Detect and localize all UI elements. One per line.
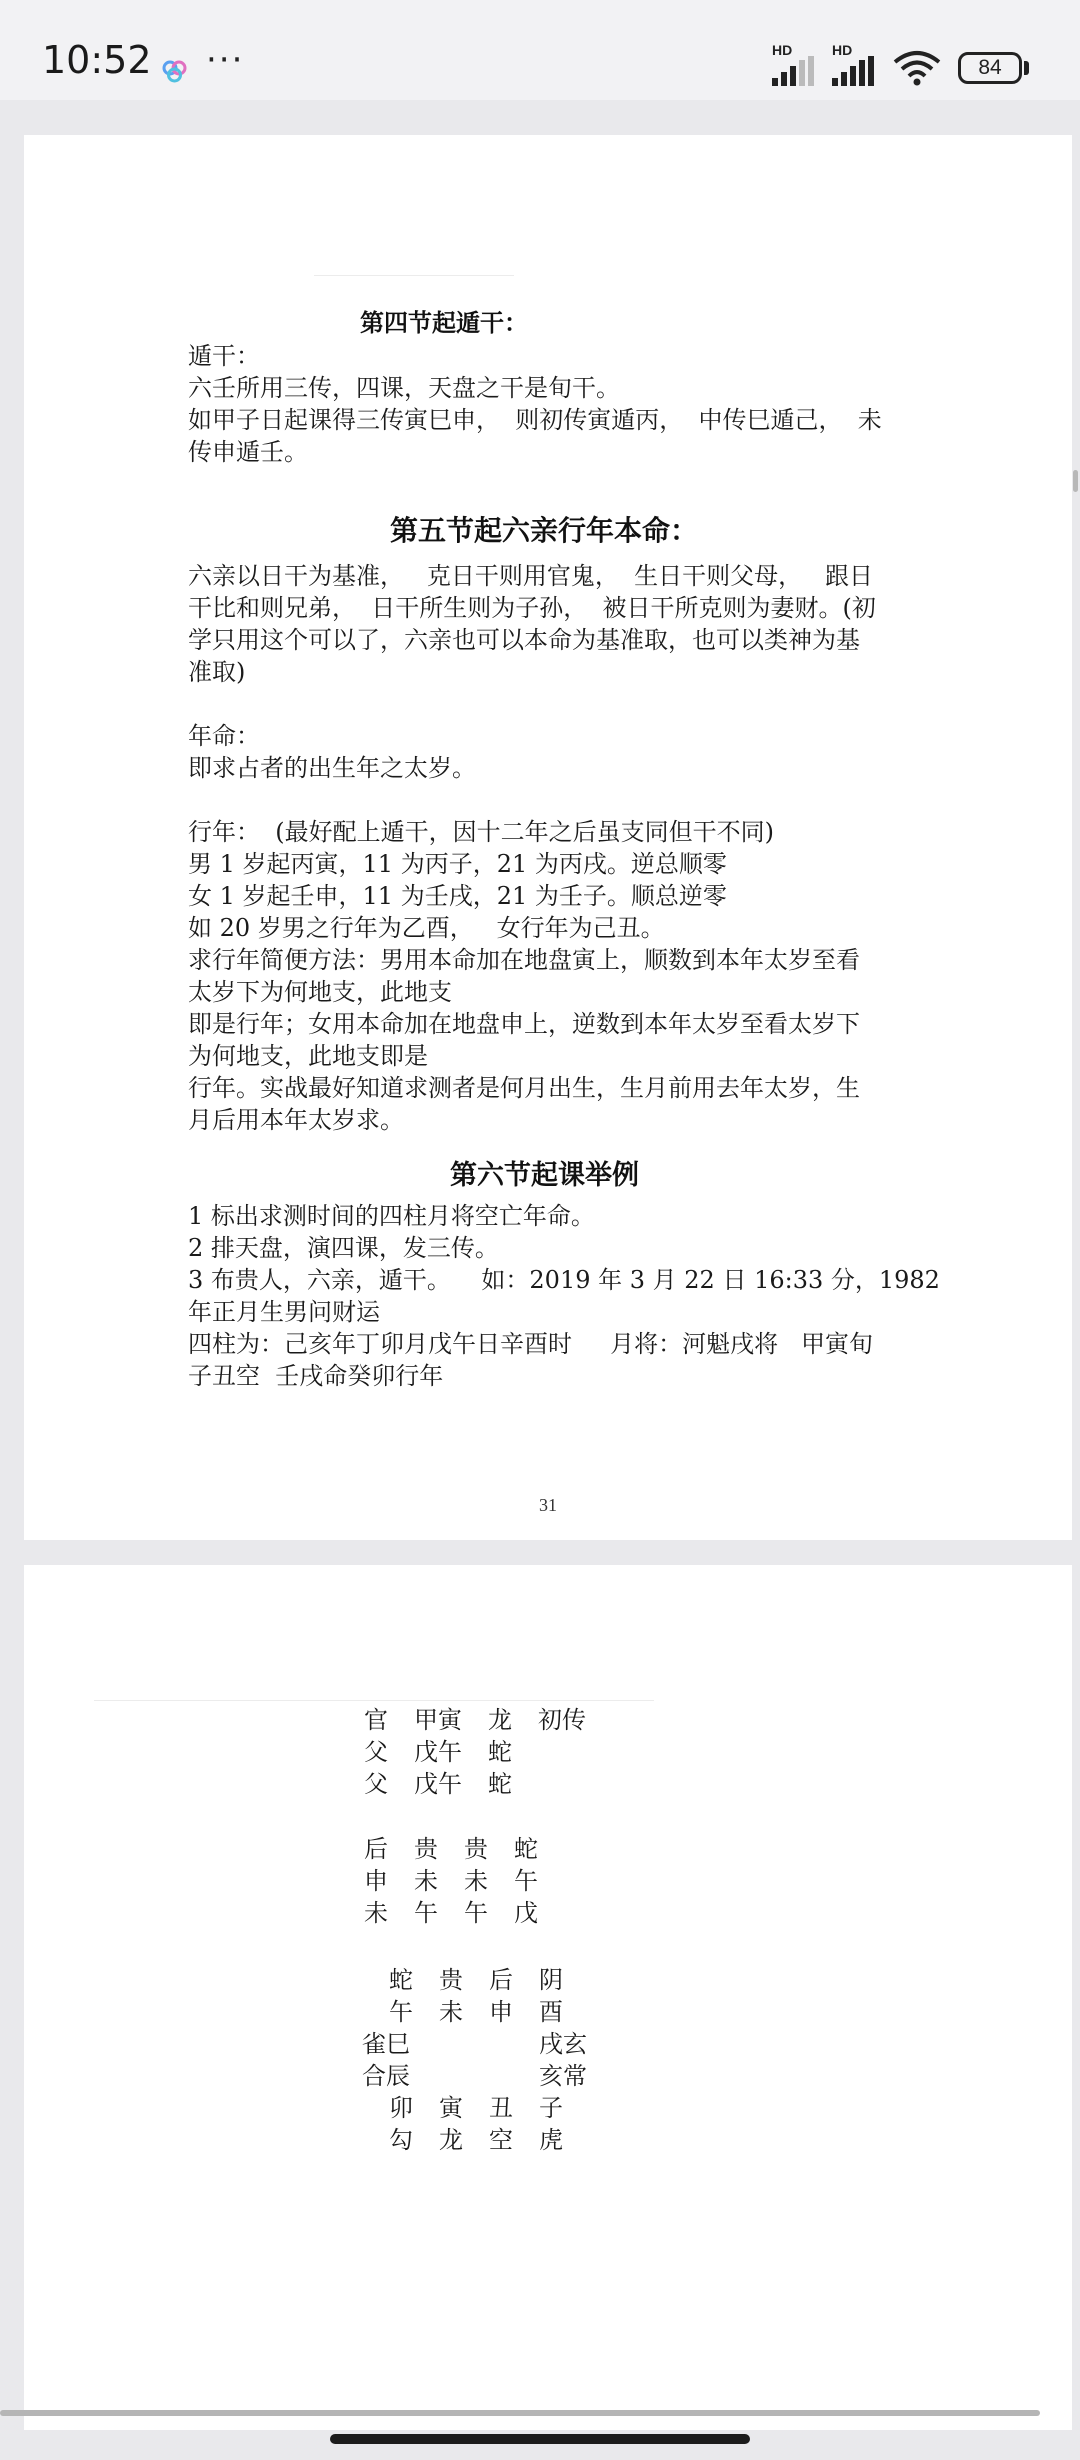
sike-cell: 午 bbox=[414, 1899, 438, 1927]
sike-cell: 贵 bbox=[414, 1835, 438, 1863]
nianming-label: 年命： bbox=[188, 722, 260, 750]
cloud-app-icon bbox=[160, 56, 190, 86]
tianpan-branch: 申 bbox=[489, 1998, 513, 2026]
hd-label: HD bbox=[832, 42, 853, 58]
dungan-label: 遁干： bbox=[188, 342, 260, 370]
body-line: 太岁下为何地支，此地支 bbox=[188, 978, 452, 1006]
sike-cell: 后 bbox=[364, 1835, 388, 1863]
section-4-title: 第四节起遁干： bbox=[360, 308, 528, 337]
sanchuan-cell: 初传 bbox=[538, 1706, 586, 1734]
signal-icon bbox=[772, 56, 820, 90]
tianpan-side: 戌玄 bbox=[539, 2030, 587, 2058]
scan-artifact-line bbox=[314, 275, 514, 276]
sike-cell: 未 bbox=[364, 1899, 388, 1927]
status-time: 10:52 bbox=[42, 38, 152, 82]
body-line: 干比和则兄弟， 日干所生则为子孙， 被日干所克则为妻财。(初 bbox=[188, 594, 876, 622]
status-bar bbox=[0, 0, 1080, 100]
battery-tip bbox=[1024, 61, 1029, 75]
tianpan-god: 空 bbox=[489, 2126, 513, 2154]
sike-cell: 未 bbox=[464, 1867, 488, 1895]
horizontal-scrollbar[interactable] bbox=[0, 2410, 1040, 2416]
body-line: 行年： (最好配上遁干，因十二年之后虽支同但干不同) bbox=[188, 818, 774, 846]
sike-cell: 申 bbox=[364, 1867, 388, 1895]
sanchuan-cell: 戊午 bbox=[414, 1738, 462, 1766]
body-line: 女 1 岁起壬申，11 为壬戌，21 为壬子。顺总逆零 bbox=[188, 882, 727, 910]
tianpan-branch: 子 bbox=[539, 2094, 563, 2122]
sanchuan-cell: 龙 bbox=[488, 1706, 512, 1734]
body-line: 学只用这个可以了，六亲也可以本命为基准取，也可以类神为基 bbox=[188, 626, 860, 654]
sanchuan-cell: 蛇 bbox=[488, 1738, 512, 1766]
tianpan-god: 勾 bbox=[389, 2126, 413, 2154]
tianpan-side: 合辰 bbox=[362, 2062, 410, 2090]
sike-cell: 戊 bbox=[514, 1899, 538, 1927]
body-line: 六亲以日干为基准， 克日干则用官鬼， 生日干则父母， 跟日 bbox=[188, 562, 874, 590]
tianpan-branch: 未 bbox=[439, 1998, 463, 2026]
body-line: 1 标出求测时间的四柱月将空亡年命。 bbox=[188, 1202, 595, 1230]
body-line: 2 排天盘，演四课，发三传。 bbox=[188, 1234, 499, 1262]
tianpan-branch: 丑 bbox=[489, 2094, 513, 2122]
sanchuan-cell: 父 bbox=[364, 1738, 388, 1766]
section-6-title: 第六节起课举例 bbox=[450, 1160, 639, 1191]
battery-icon: 84 bbox=[958, 52, 1022, 84]
body-line: 月后用本年太岁求。 bbox=[188, 1106, 404, 1134]
body-line: 年正月生男问财运 bbox=[188, 1298, 380, 1326]
page-number: 31 bbox=[539, 1495, 557, 1515]
signal-icon bbox=[832, 56, 880, 90]
sike-cell: 未 bbox=[414, 1867, 438, 1895]
tianpan-branch: 寅 bbox=[439, 2094, 463, 2122]
document-page-31 bbox=[24, 135, 1072, 1540]
tianpan-god: 阴 bbox=[539, 1966, 563, 1994]
sike-cell: 午 bbox=[464, 1899, 488, 1927]
body-line: 准取) bbox=[188, 658, 246, 686]
sike-cell: 贵 bbox=[464, 1835, 488, 1863]
body-line: 即求占者的出生年之太岁。 bbox=[188, 754, 476, 782]
wifi-icon bbox=[892, 50, 942, 90]
sanchuan-cell: 甲寅 bbox=[414, 1706, 462, 1734]
body-line: 四柱为：己亥年丁卯月戊午日辛酉时 月将：河魁戌将 甲寅旬 bbox=[188, 1330, 874, 1358]
sanchuan-cell: 官 bbox=[364, 1706, 388, 1734]
tianpan-branch: 午 bbox=[389, 1998, 413, 2026]
section-5-title: 第五节起六亲行年本命： bbox=[390, 514, 699, 547]
body-line: 如甲子日起课得三传寅巳申， 则初传寅遁丙， 中传巳遁己， 未 bbox=[188, 406, 882, 434]
scroll-indicator[interactable] bbox=[1073, 470, 1078, 492]
tianpan-god: 后 bbox=[489, 1966, 513, 1994]
body-line: 求行年简便方法：男用本命加在地盘寅上，顺数到本年太岁至看 bbox=[188, 946, 860, 974]
tianpan-god: 贵 bbox=[439, 1966, 463, 1994]
sanchuan-cell: 戊午 bbox=[414, 1770, 462, 1798]
tianpan-god: 龙 bbox=[439, 2126, 463, 2154]
body-line: 即是行年；女用本命加在地盘申上，逆数到本年太岁至看太岁下 bbox=[188, 1010, 860, 1038]
body-line: 男 1 岁起丙寅，11 为丙子，21 为丙戌。逆总顺零 bbox=[188, 850, 727, 878]
tianpan-branch: 卯 bbox=[389, 2094, 413, 2122]
sike-cell: 蛇 bbox=[514, 1835, 538, 1863]
sike-cell: 午 bbox=[514, 1867, 538, 1895]
body-line: 3 布贵人，六亲，遁干。 如：2019 年 3 月 22 日 16:33 分，1982 bbox=[188, 1266, 940, 1294]
body-line: 传申遁壬。 bbox=[188, 438, 308, 466]
body-line: 如 20 岁男之行年为乙酉， 女行年为己丑。 bbox=[188, 914, 665, 942]
tianpan-side: 雀巳 bbox=[362, 2030, 410, 2058]
tianpan-branch: 酉 bbox=[539, 1998, 563, 2026]
tianpan-side: 亥常 bbox=[539, 2062, 587, 2090]
body-line: 六壬所用三传，四课，天盘之干是旬干。 bbox=[188, 374, 620, 402]
body-line: 子丑空 壬戌命癸卯行年 bbox=[188, 1362, 444, 1390]
tianpan-god: 蛇 bbox=[389, 1966, 413, 1994]
home-indicator[interactable] bbox=[330, 2434, 750, 2444]
body-line: 行年。实战最好知道求测者是何月出生，生月前用去年太岁，生 bbox=[188, 1074, 860, 1102]
hd-label: HD bbox=[772, 42, 793, 58]
more-dots-icon: ··· bbox=[206, 40, 245, 80]
sanchuan-cell: 父 bbox=[364, 1770, 388, 1798]
tianpan-god: 虎 bbox=[539, 2126, 563, 2154]
sanchuan-cell: 蛇 bbox=[488, 1770, 512, 1798]
body-line: 为何地支，此地支即是 bbox=[188, 1042, 428, 1070]
document-page-32 bbox=[24, 1565, 1072, 2430]
